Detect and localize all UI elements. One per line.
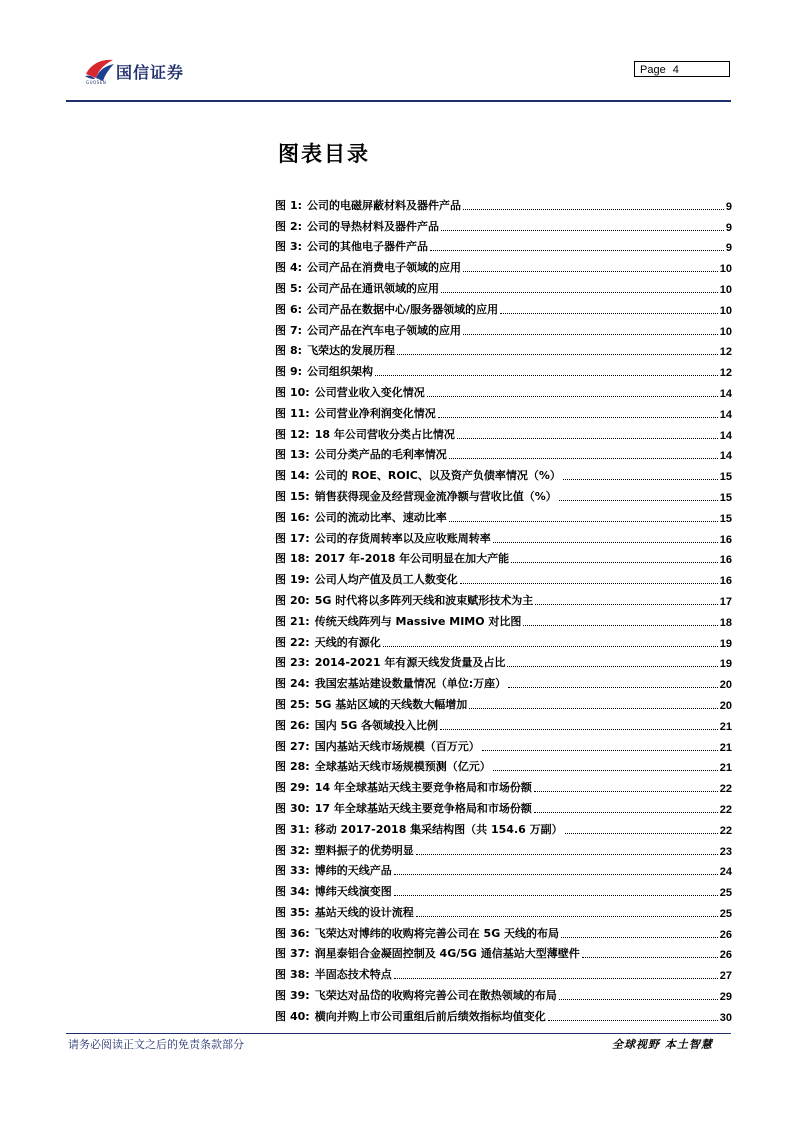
guosen-logo-icon xyxy=(83,56,117,82)
toc-entry-label xyxy=(275,904,414,920)
toc-entry-label xyxy=(275,696,467,712)
figure-title: 公司的导热材料及器件产品 xyxy=(307,219,440,233)
figure-prefix: 图 xyxy=(275,760,286,774)
figure-title: 国内基站天线市场规模（百万元） xyxy=(314,739,480,753)
figure-number: 22: xyxy=(290,635,310,649)
dot-leader xyxy=(500,313,718,314)
figure-prefix: 图 xyxy=(275,968,286,982)
toc-entry[interactable] xyxy=(275,504,732,525)
dot-leader xyxy=(441,230,724,231)
toc-page-number: 20 xyxy=(719,699,732,712)
toc-entry-label xyxy=(275,530,491,546)
toc-entry[interactable] xyxy=(275,525,732,546)
figure-prefix: 图 xyxy=(275,677,286,691)
dot-leader xyxy=(427,396,718,397)
figure-title: 公司营业净利润变化情况 xyxy=(314,406,436,420)
figure-prefix: 图 xyxy=(275,510,286,524)
figure-title: 全球基站天线市场规模预测（亿元） xyxy=(314,760,491,774)
figure-prefix: 图 xyxy=(275,801,286,815)
dot-leader xyxy=(559,999,718,1000)
figure-prefix: 图 xyxy=(275,261,286,275)
figure-prefix: 图 xyxy=(275,697,286,711)
dot-leader xyxy=(535,604,718,605)
figure-number: 8: xyxy=(290,344,303,358)
figure-title: 公司产品在数据中心/服务器领域的应用 xyxy=(307,302,499,316)
dot-leader xyxy=(383,646,718,647)
logo-name: 国信证券 xyxy=(116,63,185,82)
dot-leader xyxy=(561,937,718,938)
figure-title: 18 年公司营收分类占比情况 xyxy=(314,427,455,441)
toc-entry[interactable] xyxy=(275,546,732,567)
figure-number: 21: xyxy=(290,614,310,628)
toc-entry[interactable] xyxy=(275,608,732,629)
figure-title: 半固态技术特点 xyxy=(314,968,392,982)
figure-title: 14 年全球基站天线主要竞争格局和市场份额 xyxy=(314,781,532,795)
toc-page-number: 22 xyxy=(719,783,732,796)
dot-leader xyxy=(469,708,718,709)
figure-title: 飞荣达对博纬的收购将完善公司在 5G 天线的布局 xyxy=(314,926,560,940)
dot-leader xyxy=(508,687,718,688)
toc-page-number: 10 xyxy=(719,325,732,338)
toc-entry-label xyxy=(275,966,392,982)
figure-title: 17 年全球基站天线主要竞争格局和市场份额 xyxy=(314,801,532,815)
figure-number: 3: xyxy=(290,240,303,254)
dot-leader xyxy=(463,271,718,272)
dot-leader xyxy=(565,833,718,834)
figure-title: 公司产品在消费电子领域的应用 xyxy=(307,261,462,275)
toc-entry[interactable] xyxy=(275,961,732,982)
toc-entry[interactable] xyxy=(275,691,732,712)
toc-page-number: 22 xyxy=(719,824,732,837)
disclaimer-note: 请务必阅读正文之后的免责条款部分 xyxy=(68,1038,244,1051)
figure-number: 27: xyxy=(290,739,310,753)
figure-number: 24: xyxy=(290,677,310,691)
figure-prefix: 图 xyxy=(275,469,286,483)
toc-page-number: 25 xyxy=(719,887,732,900)
toc-page-number: 26 xyxy=(719,949,732,962)
figure-prefix: 图 xyxy=(275,781,286,795)
figure-prefix: 图 xyxy=(275,489,286,503)
toc-entry[interactable] xyxy=(275,317,732,338)
toc-entry[interactable] xyxy=(275,982,732,1003)
dot-leader xyxy=(523,625,717,626)
figure-prefix: 图 xyxy=(275,531,286,545)
figure-title: 2014-2021 年有源天线发货量及占比 xyxy=(314,656,506,670)
toc-entry[interactable] xyxy=(275,462,732,483)
dot-leader xyxy=(463,334,718,335)
figure-prefix: 图 xyxy=(275,427,286,441)
figure-number: 34: xyxy=(290,885,310,899)
figure-prefix: 图 xyxy=(275,635,286,649)
dot-leader xyxy=(397,354,718,355)
figure-prefix: 图 xyxy=(275,198,286,212)
page-indicator xyxy=(634,61,730,77)
figure-prefix: 图 xyxy=(275,718,286,732)
dot-leader xyxy=(482,750,718,751)
toc-entry-label xyxy=(275,426,455,442)
toc-page-number: 19 xyxy=(719,658,732,671)
toc-entry[interactable] xyxy=(275,899,732,920)
figure-prefix: 图 xyxy=(275,302,286,316)
figure-prefix: 图 xyxy=(275,240,286,254)
figure-title: 5G 基站区域的天线数大幅增加 xyxy=(314,697,468,711)
toc-entry-label xyxy=(275,862,392,878)
figure-number: 20: xyxy=(290,593,310,607)
toc-page-number: 17 xyxy=(719,595,732,608)
toc-entry-label xyxy=(275,218,439,234)
toc-entry-label xyxy=(275,405,436,421)
figure-number: 30: xyxy=(290,801,310,815)
figure-prefix: 图 xyxy=(275,905,286,919)
dot-leader xyxy=(449,521,718,522)
page-number: 4 xyxy=(672,64,679,76)
toc-entry-label xyxy=(275,717,438,733)
toc-entry[interactable] xyxy=(275,421,732,442)
figure-number: 37: xyxy=(290,947,310,961)
toc-page-number: 15 xyxy=(719,491,732,504)
figure-title: 公司的电磁屏蔽材料及器件产品 xyxy=(307,198,462,212)
dot-leader xyxy=(534,812,718,813)
figure-list xyxy=(275,192,732,1024)
figure-title: 国内 5G 各领域投入比例 xyxy=(314,718,439,732)
toc-entry-label xyxy=(275,654,505,670)
toc-page-number: 25 xyxy=(719,907,732,920)
dot-leader xyxy=(460,583,718,584)
figure-prefix: 图 xyxy=(275,739,286,753)
figure-title: 我国宏基站建设数量情况（单位:万座） xyxy=(314,677,507,691)
figure-prefix: 图 xyxy=(275,656,286,670)
toc-entry[interactable] xyxy=(275,483,732,504)
toc-entry[interactable] xyxy=(275,192,732,213)
figure-title: 传统天线阵列与 Massive MIMO 对比图 xyxy=(314,614,522,628)
figure-title: 公司的其他电子器件产品 xyxy=(307,240,429,254)
dot-leader xyxy=(457,438,718,439)
toc-page-number: 14 xyxy=(719,450,732,463)
figure-number: 11: xyxy=(290,406,310,420)
figure-number: 32: xyxy=(290,843,310,857)
figure-number: 7: xyxy=(290,323,303,337)
toc-page-number: 10 xyxy=(719,304,732,317)
figure-number: 19: xyxy=(290,573,310,587)
logo-subtitle: GUOSEN xyxy=(86,80,107,85)
figure-prefix: 图 xyxy=(275,843,286,857)
figure-number: 13: xyxy=(290,448,310,462)
dot-leader xyxy=(440,729,718,730)
figure-number: 23: xyxy=(290,656,310,670)
toc-entry[interactable] xyxy=(275,566,732,587)
toc-entry[interactable] xyxy=(275,712,732,733)
toc-entry-label xyxy=(275,301,498,317)
figure-number: 6: xyxy=(290,302,303,316)
toc-entry-label xyxy=(275,675,506,691)
toc-page-number: 12 xyxy=(719,346,732,359)
figure-title: 公司分类产品的毛利率情况 xyxy=(314,448,447,462)
dot-leader xyxy=(394,978,718,979)
toc-entry-label xyxy=(275,238,428,254)
figure-title: 塑料振子的优势明显 xyxy=(314,843,414,857)
toc-page-number: 9 xyxy=(725,221,732,234)
footer-divider xyxy=(66,1033,731,1034)
figure-number: 25: xyxy=(290,697,310,711)
toc-entry-label xyxy=(275,280,439,296)
toc-entry-label xyxy=(275,945,580,961)
figure-title: 天线的有源化 xyxy=(314,635,381,649)
figure-title: 公司的 ROE、ROIC、以及资产负债率情况（%） xyxy=(314,469,561,483)
toc-entry-label xyxy=(275,363,373,379)
toc-entry-label xyxy=(275,384,425,400)
toc-page-number: 14 xyxy=(719,429,732,442)
figure-number: 1: xyxy=(290,198,303,212)
toc-page-number: 16 xyxy=(719,533,732,546)
dot-leader xyxy=(511,562,718,563)
page-header xyxy=(0,0,793,100)
figure-number: 35: xyxy=(290,905,310,919)
figure-number: 26: xyxy=(290,718,310,732)
figure-number: 15: xyxy=(290,489,310,503)
figure-number: 9: xyxy=(290,365,303,379)
figure-prefix: 图 xyxy=(275,989,286,1003)
figure-number: 14: xyxy=(290,469,310,483)
toc-entry-label xyxy=(275,342,395,358)
dot-leader xyxy=(416,854,718,855)
toc-entry[interactable] xyxy=(275,338,732,359)
dot-leader xyxy=(438,417,718,418)
toc-entry-label xyxy=(275,571,458,587)
dot-leader xyxy=(394,895,718,896)
toc-entry[interactable] xyxy=(275,941,732,962)
toc-entry[interactable] xyxy=(275,670,732,691)
dot-leader xyxy=(534,791,718,792)
figure-prefix: 图 xyxy=(275,614,286,628)
toc-page-number: 19 xyxy=(719,637,732,650)
footer-slogan: 全球视野 本土智慧 xyxy=(612,1038,713,1051)
figure-title: 润星泰铝合金凝固控制及 4G/5G 通信基站大型薄壁件 xyxy=(314,947,580,961)
figure-prefix: 图 xyxy=(275,573,286,587)
toc-entry-label xyxy=(275,779,532,795)
toc-page-number: 9 xyxy=(725,242,732,255)
toc-page-number: 16 xyxy=(719,575,732,588)
figure-title: 公司产品在通讯领域的应用 xyxy=(307,281,440,295)
toc-page-number: 26 xyxy=(719,928,732,941)
toc-entry-label xyxy=(275,613,521,629)
figure-title: 飞荣达对品岱的收购将完善公司在散热领域的布局 xyxy=(314,989,557,1003)
figure-number: 10: xyxy=(290,385,310,399)
figure-title: 公司的流动比率、速动比率 xyxy=(314,510,447,524)
dot-leader xyxy=(582,957,718,958)
dot-leader xyxy=(493,542,718,543)
toc-page-number: 22 xyxy=(719,803,732,816)
toc-entry[interactable] xyxy=(275,254,732,275)
figure-title: 公司组织架构 xyxy=(307,365,374,379)
toc-page-number: 10 xyxy=(719,263,732,276)
toc-entry[interactable] xyxy=(275,774,732,795)
toc-page-number: 27 xyxy=(719,970,732,983)
toc-entry[interactable] xyxy=(275,400,732,421)
figure-title: 公司的存货周转率以及应收账周转率 xyxy=(314,531,491,545)
toc-entry-label xyxy=(275,259,461,275)
figure-number: 12: xyxy=(290,427,310,441)
figure-prefix: 图 xyxy=(275,219,286,233)
dot-leader xyxy=(463,209,724,210)
figure-number: 28: xyxy=(290,760,310,774)
toc-entry[interactable] xyxy=(275,1003,732,1024)
toc-page-number: 14 xyxy=(719,408,732,421)
toc-entry[interactable] xyxy=(275,837,732,858)
toc-page-number: 15 xyxy=(719,512,732,525)
figure-prefix: 图 xyxy=(275,864,286,878)
figure-title: 公司产品在汽车电子领域的应用 xyxy=(307,323,462,337)
toc-entry[interactable] xyxy=(275,858,732,879)
figure-prefix: 图 xyxy=(275,365,286,379)
figure-prefix: 图 xyxy=(275,448,286,462)
dot-leader xyxy=(493,770,718,771)
dot-leader xyxy=(416,916,718,917)
dot-leader xyxy=(441,292,718,293)
toc-entry[interactable] xyxy=(275,442,732,463)
toc-entry-label xyxy=(275,738,480,754)
figure-number: 2: xyxy=(290,219,303,233)
figure-number: 29: xyxy=(290,781,310,795)
dot-leader xyxy=(563,479,718,480)
toc-page-number: 12 xyxy=(719,367,732,380)
dot-leader xyxy=(559,500,718,501)
toc-page-number: 10 xyxy=(719,283,732,296)
dot-leader xyxy=(394,874,718,875)
figure-title: 销售获得现金及经营现金流净额与营收比值（%） xyxy=(314,489,557,503)
figure-number: 33: xyxy=(290,864,310,878)
toc-entry[interactable] xyxy=(275,379,732,400)
toc-entry[interactable] xyxy=(275,733,732,754)
figure-number: 38: xyxy=(290,968,310,982)
figure-number: 36: xyxy=(290,926,310,940)
figure-prefix: 图 xyxy=(275,385,286,399)
toc-entry[interactable] xyxy=(275,795,732,816)
toc-page-number: 29 xyxy=(719,991,732,1004)
toc-entry-label xyxy=(275,842,414,858)
figure-prefix: 图 xyxy=(275,947,286,961)
figure-prefix: 图 xyxy=(275,593,286,607)
toc-page-number: 18 xyxy=(719,616,732,629)
toc-entry-label xyxy=(275,467,561,483)
toc-page-number: 30 xyxy=(719,1011,732,1024)
toc-entry-label xyxy=(275,446,447,462)
figure-title: 博纬天线演变图 xyxy=(314,885,392,899)
toc-entry[interactable] xyxy=(275,587,732,608)
figure-number: 31: xyxy=(290,822,310,836)
figure-number: 17: xyxy=(290,531,310,545)
figure-prefix: 图 xyxy=(275,281,286,295)
figure-prefix: 图 xyxy=(275,344,286,358)
toc-entry-label xyxy=(275,550,509,566)
figure-title: 基站天线的设计流程 xyxy=(314,905,414,919)
figure-number: 40: xyxy=(290,1009,310,1023)
toc-entry-label xyxy=(275,987,557,1003)
toc-entry-label xyxy=(275,800,532,816)
dot-leader xyxy=(375,375,718,376)
toc-entry-label xyxy=(275,592,533,608)
figure-number: 39: xyxy=(290,989,310,1003)
figure-number: 4: xyxy=(290,261,303,275)
figure-prefix: 图 xyxy=(275,885,286,899)
figure-title: 公司营业收入变化情况 xyxy=(314,385,425,399)
figure-number: 18: xyxy=(290,552,310,566)
dot-leader xyxy=(449,458,718,459)
toc-entry-label xyxy=(275,509,447,525)
figure-prefix: 图 xyxy=(275,822,286,836)
toc-page-number: 23 xyxy=(719,845,732,858)
toc-entry-label xyxy=(275,925,559,941)
toc-entry[interactable] xyxy=(275,213,732,234)
header-divider xyxy=(66,100,731,102)
dot-leader xyxy=(548,1020,718,1021)
figure-prefix: 图 xyxy=(275,926,286,940)
figure-title: 横向并购上市公司重组后前后绩效指标均值变化 xyxy=(314,1009,546,1023)
toc-page-number: 16 xyxy=(719,554,732,567)
figure-title: 飞荣达的发展历程 xyxy=(307,344,396,358)
toc-entry[interactable] xyxy=(275,816,732,837)
figure-title: 2017 年-2018 年公司明显在加大产能 xyxy=(314,552,510,566)
toc-entry-label xyxy=(275,883,392,899)
figure-number: 5: xyxy=(290,281,303,295)
figure-prefix: 图 xyxy=(275,406,286,420)
figure-prefix: 图 xyxy=(275,323,286,337)
toc-entry[interactable] xyxy=(275,754,732,775)
figure-title: 公司人均产值及员工人数变化 xyxy=(314,573,458,587)
toc-entry-label xyxy=(275,197,461,213)
toc-entry-label xyxy=(275,758,491,774)
page-title: 图表目录 xyxy=(278,142,370,166)
toc-page-number: 14 xyxy=(719,387,732,400)
figure-title: 5G 时代将以多阵列天线和波束赋形技术为主 xyxy=(314,593,534,607)
toc-page-number: 15 xyxy=(719,471,732,484)
company-logo xyxy=(83,56,203,88)
figure-prefix: 图 xyxy=(275,552,286,566)
toc-entry-label xyxy=(275,322,461,338)
toc-page-number: 21 xyxy=(719,720,732,733)
toc-page-number: 21 xyxy=(719,762,732,775)
dot-leader xyxy=(430,250,724,251)
toc-entry-label xyxy=(275,634,381,650)
toc-entry[interactable] xyxy=(275,650,732,671)
toc-entry[interactable] xyxy=(275,629,732,650)
toc-entry[interactable] xyxy=(275,234,732,255)
toc-page-number: 9 xyxy=(725,200,732,213)
toc-entry-label xyxy=(275,1008,546,1024)
toc-entry-label xyxy=(275,488,557,504)
toc-entry[interactable] xyxy=(275,920,732,941)
dot-leader xyxy=(507,666,717,667)
toc-page-number: 20 xyxy=(719,679,732,692)
figure-prefix: 图 xyxy=(275,1009,286,1023)
toc-entry[interactable] xyxy=(275,275,732,296)
toc-page-number: 24 xyxy=(719,866,732,879)
figure-number: 16: xyxy=(290,510,310,524)
figure-title: 移动 2017-2018 集采结构图（共 154.6 万副） xyxy=(314,822,563,836)
toc-entry[interactable] xyxy=(275,358,732,379)
toc-entry[interactable] xyxy=(275,296,732,317)
page-label: Page xyxy=(640,64,666,76)
toc-entry-label xyxy=(275,821,563,837)
figure-title: 博纬的天线产品 xyxy=(314,864,392,878)
toc-page-number: 21 xyxy=(719,741,732,754)
toc-entry[interactable] xyxy=(275,878,732,899)
